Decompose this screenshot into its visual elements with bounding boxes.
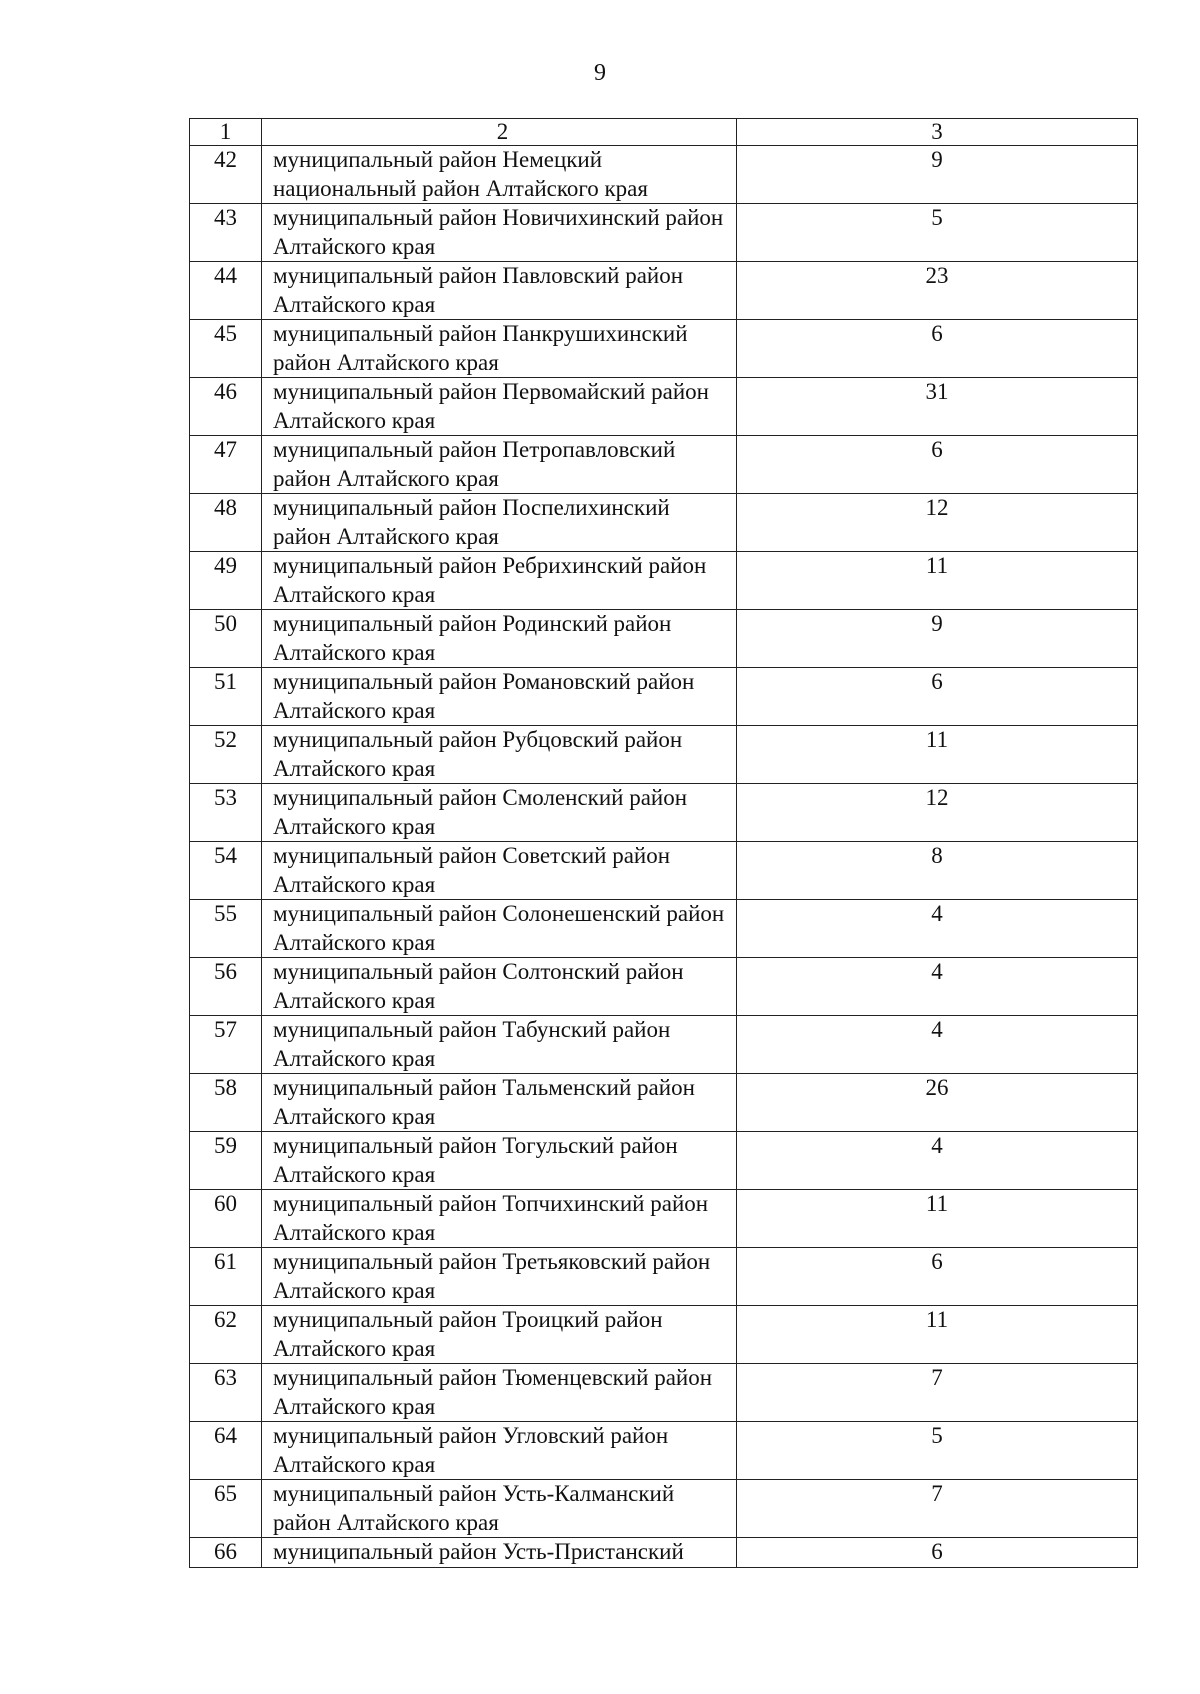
row-number-cell: 53	[190, 784, 262, 842]
header-cell-1: 1	[190, 119, 262, 146]
district-name-cell: муниципальный район Романовский район Алтайского края	[262, 668, 737, 726]
table-row	[190, 262, 1138, 320]
row-number-cell: 54	[190, 842, 262, 900]
table-row	[190, 1538, 1138, 1568]
table-row	[190, 842, 1138, 900]
table-row	[190, 1016, 1138, 1074]
district-name-cell: муниципальный район Рубцовский район Алтайского края	[262, 726, 737, 784]
row-number-cell: 65	[190, 1480, 262, 1538]
district-name-cell: муниципальный район Тюменцевский район Алтайского края	[262, 1364, 737, 1422]
table-row	[190, 146, 1138, 204]
district-name-cell: муниципальный район Новичихинский район Алтайского края	[262, 204, 737, 262]
row-number-cell: 64	[190, 1422, 262, 1480]
table-row	[190, 1364, 1138, 1422]
table-row	[190, 1480, 1138, 1538]
table-row	[190, 958, 1138, 1016]
district-name-cell: муниципальный район Павловский район Алтайского края	[262, 262, 737, 320]
table-row	[190, 1132, 1138, 1190]
count-cell: 26	[737, 1074, 1138, 1132]
table-row	[190, 784, 1138, 842]
table-row	[190, 552, 1138, 610]
page-number: 9	[594, 60, 606, 86]
count-cell: 9	[737, 610, 1138, 668]
table-row	[190, 900, 1138, 958]
district-name-cell: муниципальный район Солтонский район Алтайского края	[262, 958, 737, 1016]
count-cell: 6	[737, 668, 1138, 726]
table-row	[190, 1422, 1138, 1480]
row-number-cell: 45	[190, 320, 262, 378]
table-body	[190, 119, 1138, 1568]
district-name-cell: муниципальный район Немецкий национальный район Алтайского края	[262, 146, 737, 204]
district-name-cell: муниципальный район Смоленский район Алтайского края	[262, 784, 737, 842]
count-cell: 12	[737, 784, 1138, 842]
district-name-cell: муниципальный район Усть-Калманский район Алтайского края	[262, 1480, 737, 1538]
count-cell: 5	[737, 204, 1138, 262]
table-row	[190, 1248, 1138, 1306]
district-name-cell: муниципальный район Тальменский район Алтайского края	[262, 1074, 737, 1132]
row-number-cell: 60	[190, 1190, 262, 1248]
row-number-cell: 55	[190, 900, 262, 958]
district-name-cell: муниципальный район Табунский район Алтайского края	[262, 1016, 737, 1074]
table-row	[190, 1074, 1138, 1132]
row-number-cell: 57	[190, 1016, 262, 1074]
header-cell-3: 3	[737, 119, 1138, 146]
table-row	[190, 668, 1138, 726]
district-name-cell: муниципальный район Солонешенский район Алтайского края	[262, 900, 737, 958]
row-number-cell: 50	[190, 610, 262, 668]
district-name-cell: муниципальный район Петропавловский район Алтайского края	[262, 436, 737, 494]
district-name-cell: муниципальный район Третьяковский район Алтайского края	[262, 1248, 737, 1306]
district-name-cell: муниципальный район Усть-Пристанский	[262, 1538, 737, 1568]
count-cell: 11	[737, 1306, 1138, 1364]
count-cell: 7	[737, 1364, 1138, 1422]
row-number-cell: 59	[190, 1132, 262, 1190]
header-cell-2: 2	[262, 119, 737, 146]
table-row	[190, 436, 1138, 494]
district-name-cell: муниципальный район Панкрушихинский район Алтайского края	[262, 320, 737, 378]
row-number-cell: 49	[190, 552, 262, 610]
row-number-cell: 61	[190, 1248, 262, 1306]
row-number-cell: 48	[190, 494, 262, 552]
count-cell: 6	[737, 1538, 1138, 1568]
table-header-row	[190, 119, 1138, 146]
district-name-cell: муниципальный район Топчихинский район Алтайского края	[262, 1190, 737, 1248]
count-cell: 23	[737, 262, 1138, 320]
row-number-cell: 66	[190, 1538, 262, 1568]
row-number-cell: 43	[190, 204, 262, 262]
district-name-cell: муниципальный район Первомайский район Алтайского края	[262, 378, 737, 436]
count-cell: 12	[737, 494, 1138, 552]
row-number-cell: 47	[190, 436, 262, 494]
row-number-cell: 42	[190, 146, 262, 204]
count-cell: 11	[737, 1190, 1138, 1248]
count-cell: 11	[737, 552, 1138, 610]
count-cell: 7	[737, 1480, 1138, 1538]
count-cell: 4	[737, 958, 1138, 1016]
count-cell: 8	[737, 842, 1138, 900]
count-cell: 11	[737, 726, 1138, 784]
district-name-cell: муниципальный район Ребрихинский район Алтайского края	[262, 552, 737, 610]
row-number-cell: 46	[190, 378, 262, 436]
table-row	[190, 320, 1138, 378]
district-name-cell: муниципальный район Троицкий район Алтайского края	[262, 1306, 737, 1364]
row-number-cell: 58	[190, 1074, 262, 1132]
district-name-cell: муниципальный район Угловский район Алтайского края	[262, 1422, 737, 1480]
count-cell: 9	[737, 146, 1138, 204]
count-cell: 4	[737, 1016, 1138, 1074]
count-cell: 31	[737, 378, 1138, 436]
table-row	[190, 610, 1138, 668]
row-number-cell: 51	[190, 668, 262, 726]
table-row	[190, 1306, 1138, 1364]
district-name-cell: муниципальный район Советский район Алтайского края	[262, 842, 737, 900]
row-number-cell: 56	[190, 958, 262, 1016]
row-number-cell: 52	[190, 726, 262, 784]
table-row	[190, 726, 1138, 784]
table-row	[190, 378, 1138, 436]
row-number-cell: 63	[190, 1364, 262, 1422]
count-cell: 6	[737, 436, 1138, 494]
count-cell: 4	[737, 1132, 1138, 1190]
count-cell: 4	[737, 900, 1138, 958]
table-row	[190, 494, 1138, 552]
district-name-cell: муниципальный район Родинский район Алтайского края	[262, 610, 737, 668]
table-row	[190, 1190, 1138, 1248]
row-number-cell: 62	[190, 1306, 262, 1364]
district-name-cell: муниципальный район Тогульский район Алтайского края	[262, 1132, 737, 1190]
municipal-districts-table	[189, 118, 1138, 1568]
count-cell: 6	[737, 1248, 1138, 1306]
count-cell: 6	[737, 320, 1138, 378]
row-number-cell: 44	[190, 262, 262, 320]
table-row	[190, 204, 1138, 262]
district-name-cell: муниципальный район Поспелихинский район Алтайского края	[262, 494, 737, 552]
count-cell: 5	[737, 1422, 1138, 1480]
